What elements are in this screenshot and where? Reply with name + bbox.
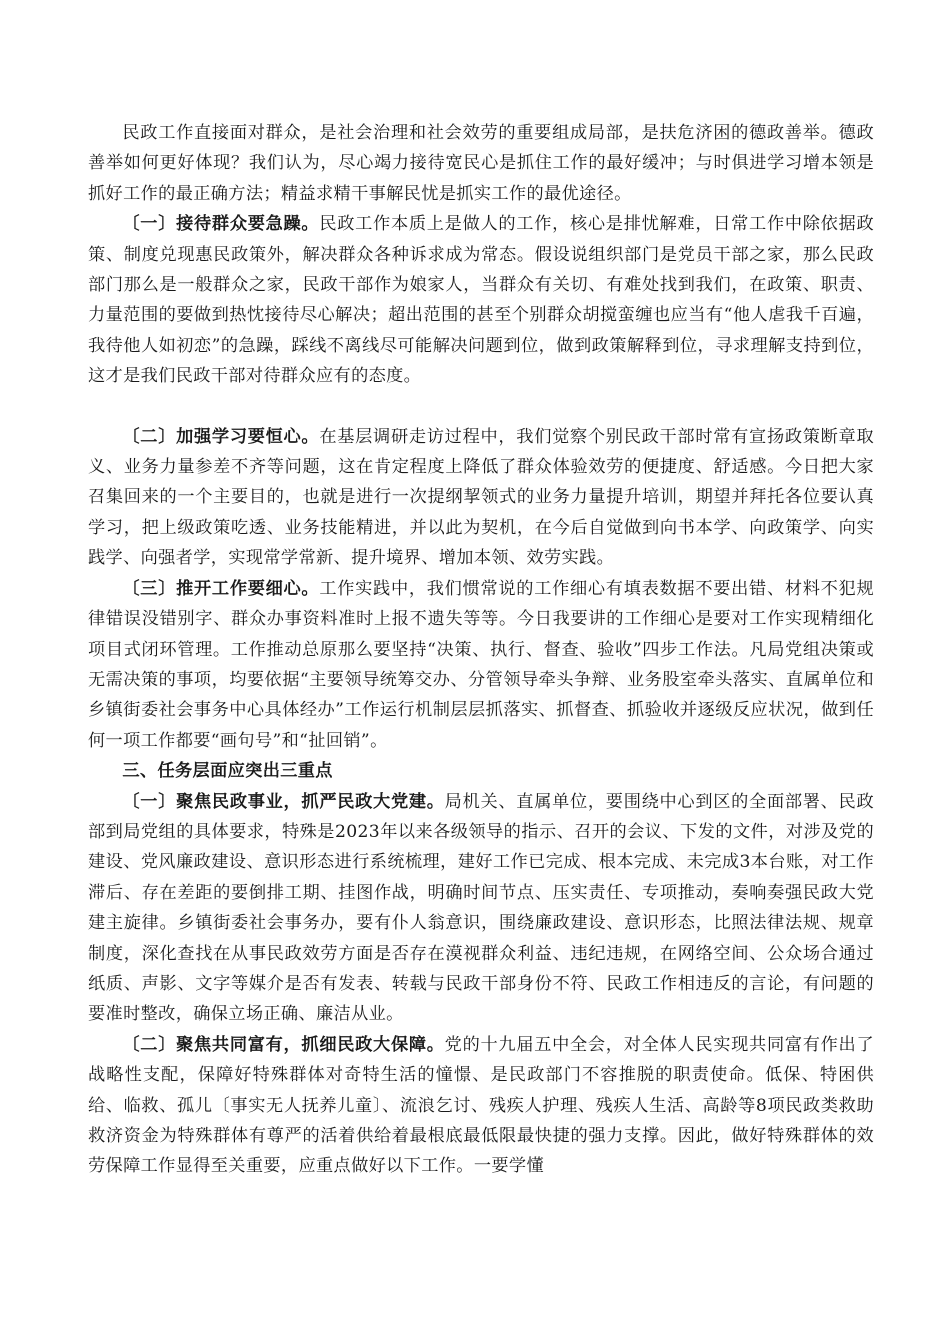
paragraph-text: 党的十九届五中全会，对全体人民实现共同富有作出了战略性支配，保障好特殊群体对奇特生活的憧憬、是民政部门不容推脱的职责使命。低保、特困供给、临救、孤儿〔事实无人抚养儿童〕、流浪乞讨、残疾人护理、残疾人生活、高龄等8项民政类救助救济资金为特殊群体有尊严的活着供给着最根底最低限最快捷的强力支撑。因此，做好特殊群体的效劳保障工作显得至关重要，应重点做好以下工作。一要学懂 — [88, 1034, 874, 1177]
section-point-1-lead: 〔一〕聚焦民政事业，抓严民政大党建。 — [122, 791, 445, 812]
point-2-paragraph — [88, 422, 874, 574]
section-point-1-paragraph — [88, 787, 874, 1030]
paragraph-text: 局机关、直属单位，要围绕中心到区的全面部署、民政部到局党组的具体要求，特殊是2023年以来各级领导的指示、召开的会议、下发的文件，对涉及党的建设、党风廉政建设、意识形态进行系统梳理，建好工作已完成、根本完成、未完成3本台账，对工作滞后、存在差距的要倒排工期、挂图作战，明确时间节点、压实责任、专项推动，奏响奏强民政大党建主旋律。乡镇街委社会事务办，要有仆人翁意识，围绕廉政建设、意识形态，比照法律法规、规章制度，深化查找在从事民政效劳方面是否存在漠视群众利益、违纪违规，在网络空间、公众场合通过纸质、声影、文字等媒介是否有发表、转载与民政干部身份不符、民政工作相违反的言论，有问题的要准时整改，确保立场正确、廉洁从业。 — [88, 791, 874, 1025]
section-point-2-paragraph — [88, 1030, 874, 1182]
section-point-2-lead: 〔二〕聚焦共同富有，抓细民政大保障。 — [122, 1034, 445, 1055]
point-3-paragraph — [88, 574, 874, 756]
point-1-paragraph — [88, 209, 874, 391]
paragraph-text: 在基层调研走访过程中，我们觉察个别民政干部时常有宣扬政策断章取义、业务力量参差不齐等问题，这在肯定程度上降低了群众体验效劳的便捷度、舒适感。今日把大家召集回来的一个主要目的，也就是进行一次提纲挈领式的业务力量提升培训，期望并拜托各位要认真学习，把上级政策吃透、业务技能精进，并以此为契机，在今后自觉做到向书本学、向政策学、向实践学、向强者学，实现常学常新、提升境界、增加本领、效劳实践。 — [88, 426, 874, 569]
document-body — [88, 118, 874, 1182]
point-3-lead: 〔三〕推开工作要细心。 — [122, 578, 320, 599]
point-2-lead: 〔二〕加强学习要恒心。 — [122, 426, 320, 447]
section-heading: 三、任务层面应突出三重点 — [122, 761, 333, 782]
paragraph-text: 民政工作直接面对群众，是社会治理和社会效劳的重要组成局部，是扶危济困的德政善举。德政善举如何更好体现？我们认为，尽心竭力接待宽民心是抓住工作的最好缓冲；与时俱进学习增本领是抓好工作的最正确方法；精益求精干事解民忧是抓实工作的最优途径。 — [88, 123, 874, 204]
intro-paragraph — [88, 118, 874, 209]
paragraph-text: 民政工作本质上是做人的工作，核心是排忧解难，日常工作中除依据政策、制度兑现惠民政策外，解决群众各种诉求成为常态。假设说组织部门是党员干部之家，那么民政部门那么是一般群众之家，民政干部作为娘家人，当群众有关切、有难处找到我们，在政策、职责、力量范围的要做到热忱接待尽心解决；超出范围的甚至个别群众胡搅蛮缠也应当有“他人虐我千百遍，我待他人如初恋”的急躁，踩线不离线尽可能解决问题到位，做到政策解释到位，寻求理解支持到位，这才是我们民政干部对待群众应有的态度。 — [88, 214, 874, 387]
paragraph-text: 工作实践中，我们惯常说的工作细心有填表数据不要出错、材料不犯规律错误没错别字、群众办事资料准时上报不遗失等等。今日我要讲的工作细心是要对工作实现精细化项目式闭环管理。工作推动总原那么要坚持“决策、执行、督查、验收”四步工作法。凡局党组决策或无需决策的事项，均要依据“主要领导统筹交办、分管领导牵头争辩、业务股室牵头落实、直属单位和乡镇街委社会事务中心具体经办”工作运行机制层层抓落实、抓督查、抓验收并逐级反应状况，做到任何一项工作都要“画句号”和“扯回销”。 — [88, 578, 874, 751]
point-1-lead: 〔一〕接待群众要急躁。 — [122, 214, 320, 235]
